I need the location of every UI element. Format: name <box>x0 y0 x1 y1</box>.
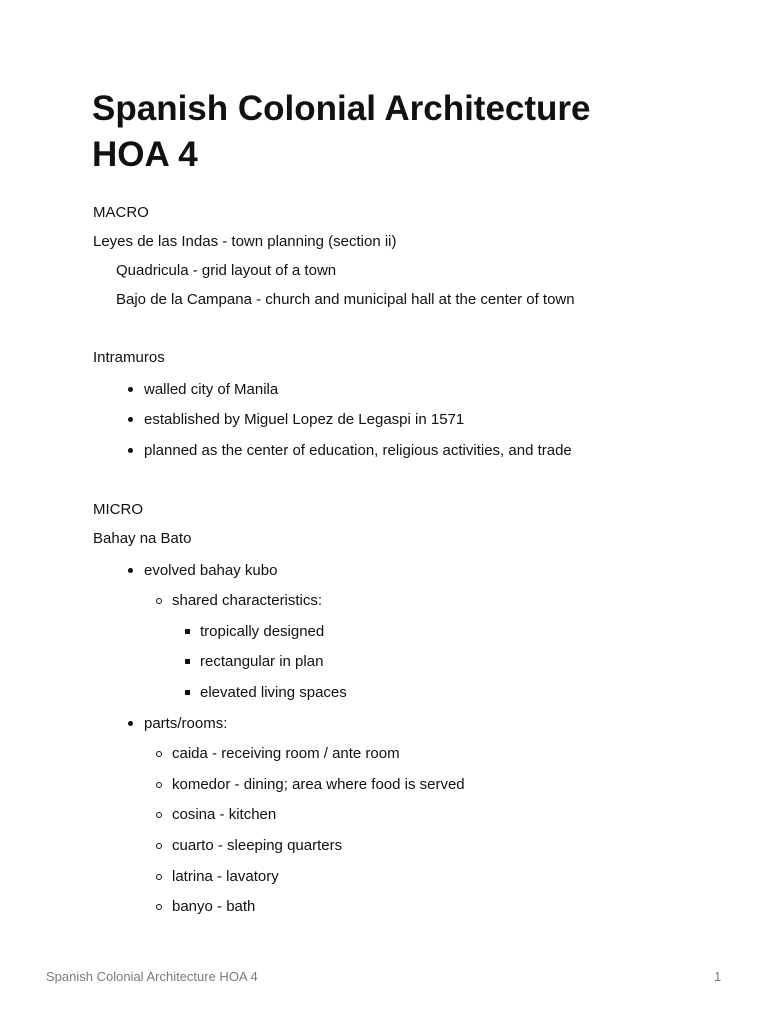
list-item: komedor - dining; area where food is served <box>172 776 465 793</box>
list-item: latrina - lavatory <box>172 868 279 885</box>
bullet-square-icon <box>185 659 190 664</box>
list-item: elevated living spaces <box>200 684 347 701</box>
list-item: caida - receiving room / ante room <box>172 745 400 762</box>
bajo-de-la-campana-text: Bajo de la Campana - church and municipal hall at the center of town <box>116 291 575 308</box>
page-title <box>92 86 712 178</box>
macro-heading: MACRO <box>93 204 149 221</box>
list-item: planned as the center of education, religious activities, and trade <box>144 442 572 459</box>
list-item: established by Miguel Lopez de Legaspi in 1571 <box>144 411 465 428</box>
page-title-line-1: Spanish Colonial Architecture <box>92 89 591 128</box>
bullet-circle-icon <box>156 904 162 910</box>
bullet-circle-icon <box>156 874 162 880</box>
bullet-square-icon <box>185 629 190 634</box>
footer-title: Spanish Colonial Architecture HOA 4 <box>46 969 258 984</box>
bullet-circle-icon <box>156 812 162 818</box>
page-title-line-2: HOA 4 <box>92 135 198 174</box>
bullet-disc-icon <box>128 387 133 392</box>
bullet-square-icon <box>185 690 190 695</box>
list-item: banyo - bath <box>172 898 256 915</box>
bahay-na-bato-heading: Bahay na Bato <box>93 530 192 547</box>
bullet-circle-icon <box>156 843 162 849</box>
list-item: cosina - kitchen <box>172 806 277 823</box>
list-item: cuarto - sleeping quarters <box>172 837 343 854</box>
list-item: shared characteristics: <box>172 592 323 609</box>
list-item: walled city of Manila <box>144 381 279 398</box>
leyes-de-las-indas-text: Leyes de las Indas - town planning (section ii) <box>93 233 397 250</box>
bullet-disc-icon <box>128 448 133 453</box>
page-number: 1 <box>714 969 722 984</box>
bullet-circle-icon <box>156 598 162 604</box>
quadricula-text: Quadricula - grid layout of a town <box>116 262 337 279</box>
list-item: evolved bahay kubo <box>144 562 278 579</box>
bullet-disc-icon <box>128 417 133 422</box>
list-item: tropically designed <box>200 623 325 640</box>
bullet-disc-icon <box>128 568 133 573</box>
list-item: parts/rooms: <box>144 715 228 732</box>
bullet-circle-icon <box>156 782 162 788</box>
bullet-disc-icon <box>128 721 133 726</box>
intramuros-heading: Intramuros <box>93 349 165 366</box>
bullet-circle-icon <box>156 751 162 757</box>
list-item: rectangular in plan <box>200 653 324 670</box>
micro-heading: MICRO <box>93 501 143 518</box>
